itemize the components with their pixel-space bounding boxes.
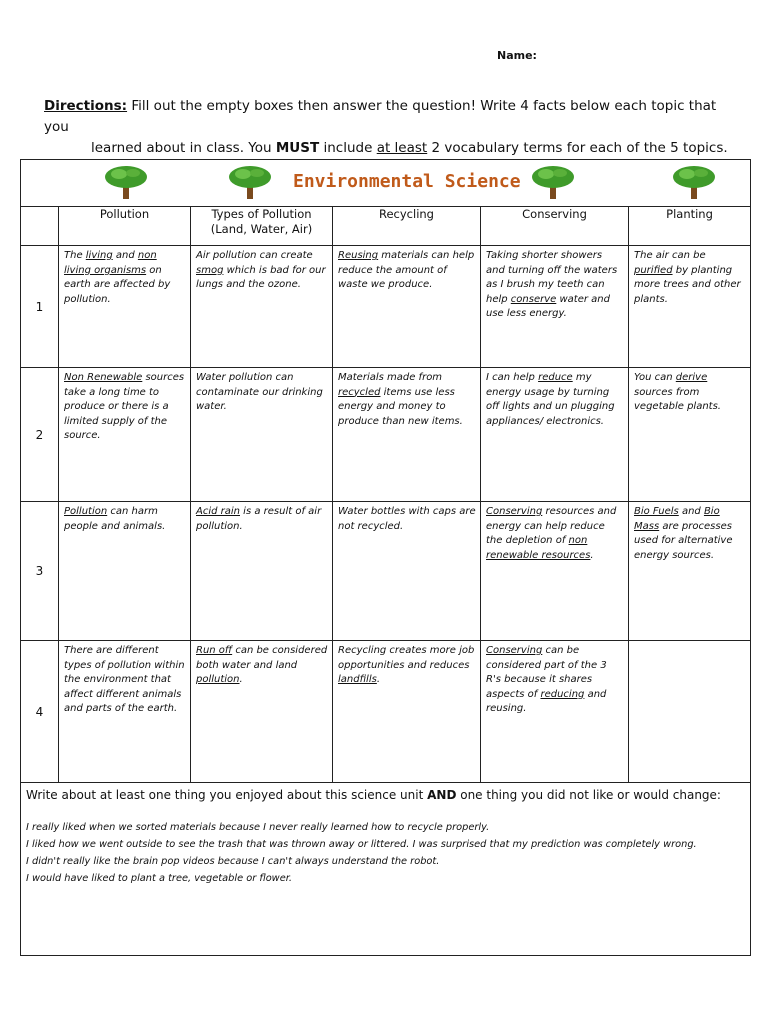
header-label: Conserving [522,207,587,221]
directions-line1: Fill out the empty boxes then answer the question! Write 4 facts below each topic that you [44,98,717,135]
row-number: 2 [21,368,59,502]
header-conserving [481,207,629,246]
fact-cell: Water bottles with caps are not recycled. [333,502,481,641]
title-row [21,160,751,207]
tree-icon [228,164,272,200]
fact-cell-empty[interactable] [629,641,751,783]
fact-cell: Taking shorter showers and turning off the waters as I brush my teeth can help conserve water and use less energy. [481,246,629,368]
fact-cell: Reusing materials can help reduce the amount of waste we produce. [333,246,481,368]
prompt-text: one thing you did not like or would change: [456,788,721,802]
answer-line: I liked how we went outside to see the trash that was thrown away or littered. I was surprised that my prediction was completely wrong. [26,839,697,850]
tree-icon [531,164,575,200]
fact-cell: Recycling creates more job opportunities and reduces landfills. [333,641,481,783]
column-header-row [21,207,751,246]
essay-answers [26,819,745,887]
header-blank [21,207,59,246]
at-least-emphasis: at least [376,140,428,156]
fact-cell: Conserving resources and energy can help reduce the depletion of non renewable resources. [481,502,629,641]
directions-text: learned about in class. You [91,140,276,156]
worksheet-table [20,159,751,956]
fact-cell: Conserving can be considered part of the 3 R's because it shares aspects of reducing and reusing. [481,641,629,783]
table-row [21,502,751,641]
fact-cell: Air pollution can create smog which is bad for our lungs and the ozone. [191,246,333,368]
fact-cell: The air can be purified by planting more trees and other plants. [629,246,751,368]
prompt-text: Write about at least one thing you enjoyed about this science unit [26,788,428,802]
answer-line: I didn't really like the brain pop videos because I can't always understand the robot. [26,856,440,867]
fact-cell: Pollution can harm people and animals. [59,502,191,641]
row-number: 1 [21,246,59,368]
table-row [21,641,751,783]
header-pollution [59,207,191,246]
and-emphasis: AND [427,788,457,802]
directions-line2 [44,138,734,159]
header-label: Recycling [379,207,434,221]
fact-cell: Non Renewable sources take a long time to produce or there is a limited supply of the source. [59,368,191,502]
fact-cell: Acid rain is a result of air pollution. [191,502,333,641]
row-number: 4 [21,641,59,783]
fact-cell: Water pollution can contaminate our drinking water. [191,368,333,502]
directions-text: 2 vocabulary terms for each of the 5 topics. [427,140,728,156]
answer-line: I would have liked to plant a tree, vegetable or flower. [26,873,292,884]
tree-icon [672,164,716,200]
table-row [21,368,751,502]
header-types-of-pollution [191,207,333,246]
must-emphasis: MUST [275,140,320,156]
row-number: 3 [21,502,59,641]
fact-cell: Materials made from recycled items use less energy and money to produce than new items. [333,368,481,502]
essay-prompt [26,788,745,802]
fact-cell: Run off can be considered both water and land pollution. [191,641,333,783]
page-title: Environmental Science [293,171,521,192]
fact-cell: Bio Fuels and Bio Mass are processes used for alternative energy sources. [629,502,751,641]
fact-cell: You can derive sources from vegetable plants. [629,368,751,502]
directions-text: include [319,140,377,156]
essay-section[interactable] [21,783,751,956]
tree-icon [104,164,148,200]
table-row [21,246,751,368]
header-recycling [333,207,481,246]
directions-label: Directions: [44,98,128,114]
fact-cell: There are different types of pollution within the environment that affect different animals and parts of the earth. [59,641,191,783]
directions [44,96,734,159]
header-label: Pollution [99,207,150,221]
header-sublabel: (Land, Water, Air) [210,222,313,236]
header-planting [629,207,751,246]
header-label: Types of Pollution [211,207,312,221]
name-label: Name: [497,49,537,62]
answer-line: I really liked when we sorted materials because I never really learned how to recycle properly. [26,822,490,833]
fact-cell: The living and non living organisms on earth are affected by pollution. [59,246,191,368]
header-label: Planting [666,207,713,221]
fact-cell: I can help reduce my energy usage by turning off lights and un plugging appliances/ electronics. [481,368,629,502]
